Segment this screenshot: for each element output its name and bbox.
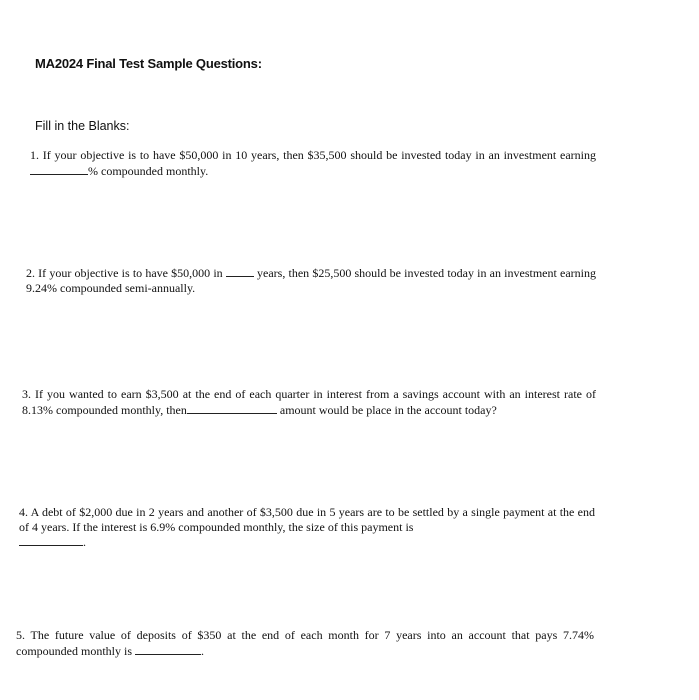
question-text-after-blank: amount would be place in the account today? xyxy=(279,402,497,417)
question-number: 5. xyxy=(16,628,25,642)
question-number: 2. xyxy=(26,266,35,280)
question-1 xyxy=(30,148,596,178)
answer-blank xyxy=(135,643,201,655)
question-text-before-blank: If you wanted to earn $3,500 at the end of each quarter in interest from a savings account with an interest rate of 8.13% compounded monthly, then xyxy=(22,387,596,417)
question-text-after-blank: years, then $25,500 should be invested today in an investment earning 9.24% compounded semi-annually. xyxy=(26,266,596,295)
question-text-after-blank: . xyxy=(83,535,86,549)
answer-blank xyxy=(226,265,254,277)
question-4 xyxy=(19,505,595,550)
question-number: 4. xyxy=(19,505,28,519)
question-number: 3. xyxy=(22,387,31,401)
question-number: 1. xyxy=(30,148,39,162)
question-text-before-blank: If your objective is to have $50,000 in 10 years, then $35,500 should be invested today in an investment earning xyxy=(42,148,596,162)
question-text-before-blank: If your objective is to have $50,000 in xyxy=(38,266,223,280)
section-heading: Fill in the Blanks: xyxy=(35,119,130,133)
question-5 xyxy=(16,628,594,658)
answer-blank xyxy=(187,402,277,414)
question-text-before-blank: A debt of $2,000 due in 2 years and another of $3,500 due in 5 years are to be settled by a single payment at the end of 4 years. If the interest is 6.9% compounded monthly, the size of this payment is xyxy=(19,505,595,534)
question-text-after-blank: % compounded monthly. xyxy=(88,163,209,178)
question-2 xyxy=(26,265,596,295)
question-3 xyxy=(22,387,596,417)
question-text-after-blank: . xyxy=(201,643,204,658)
page-title: MA2024 Final Test Sample Questions: xyxy=(35,56,262,71)
answer-blank xyxy=(19,534,83,546)
question-text-before-blank: The future value of deposits of $350 at the end of each month for 7 years into an account that pays 7.74% compounded monthly is xyxy=(16,628,594,658)
answer-blank xyxy=(30,163,88,175)
